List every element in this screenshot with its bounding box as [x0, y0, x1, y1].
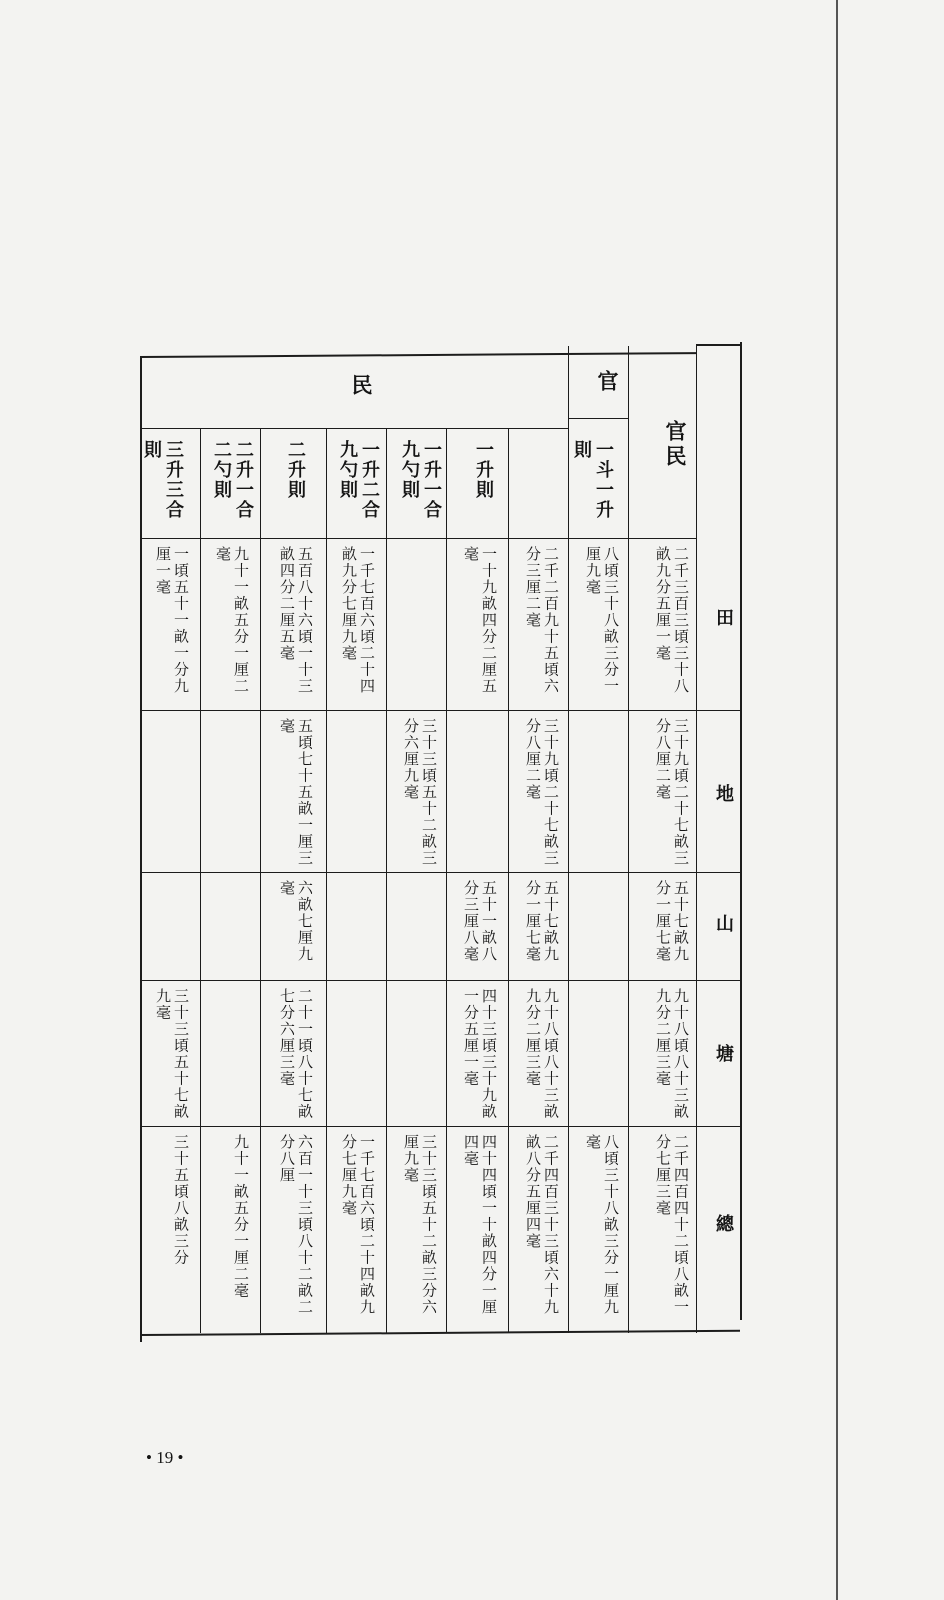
header-guan: 官 — [595, 370, 620, 393]
col-header-2sheng: 二升則 — [285, 440, 306, 500]
col-divider — [386, 428, 387, 1333]
header-divider — [568, 418, 628, 419]
row-divider — [140, 1126, 740, 1127]
cell-1sheng2he9-zong: 一千七百六頃二十四畝九分七厘九毫 — [340, 1134, 376, 1316]
cell-1sheng-shan: 五十一畝八分三厘八毫 — [462, 880, 498, 963]
row-divider — [140, 538, 696, 539]
row-divider — [140, 872, 740, 873]
cell-min-di: 三十九頃二十七畝三分八厘二毫 — [524, 718, 560, 867]
header-guanmin: 官民 — [663, 420, 688, 470]
cell-1sheng-zong: 四十四頃一十畝四分一厘四毫 — [462, 1134, 498, 1316]
col-divider — [628, 346, 629, 1333]
cell-1sheng1he9-di: 三十三頃五十二畝三分六厘九毫 — [402, 718, 438, 867]
row-label-zong: 總 — [713, 1214, 734, 1234]
col-divider — [696, 344, 697, 1333]
col-divider — [508, 428, 509, 1333]
cell-3sheng3he-zong: 三十五頃八畝三分 — [172, 1134, 190, 1266]
col-divider — [568, 346, 569, 1333]
col-divider — [200, 428, 201, 1333]
cell-2sheng-shan: 六畝七厘九毫 — [278, 880, 314, 963]
col-divider — [446, 428, 447, 1333]
cell-2sheng-tian: 五百八十六頃一十三畝四分二厘五毫 — [278, 546, 314, 695]
cell-3sheng3he-tian: 一頃五十一畝一分九厘一毫 — [154, 546, 190, 695]
cell-2sheng-zong: 六百一十三頃八十二畝二分八厘 — [278, 1134, 314, 1316]
cell-guan-tian: 八頃三十八畝三分一厘九毫 — [584, 546, 620, 695]
cell-2sheng-tang: 二十一頃八十七畝七分六厘三毫 — [278, 988, 314, 1120]
cell-min-shan: 五十七畝九分一厘七毫 — [524, 880, 560, 963]
table-border-left — [140, 356, 142, 1342]
cell-min-tang: 九十八頃八十三畝九分二厘三毫 — [524, 988, 560, 1120]
page-edge-rule — [836, 0, 838, 1600]
row-label-di: 地 — [713, 784, 734, 804]
col-header-1sheng: 一升則 — [473, 440, 494, 500]
cell-min-tian: 二千二百九十五頃六分三厘二毫 — [524, 546, 560, 695]
table-border-bottom — [140, 1330, 740, 1336]
cell-guan-zong: 八頃三十八畝三分一厘九毫 — [584, 1134, 620, 1316]
table-border-top-right — [696, 344, 740, 346]
cell-2sheng1he2-tian: 九十一畝五分一厘二毫 — [214, 546, 250, 695]
col-header-2sheng1he2: 二升一合二勺則 — [211, 440, 254, 520]
cell-guanmin-zong: 二千四百四十二頃八畝一分七厘三毫 — [654, 1134, 690, 1316]
cell-2sheng-di: 五頃七十五畝一厘三毫 — [278, 718, 314, 867]
row-divider — [140, 980, 740, 981]
row-label-tang: 塘 — [713, 1044, 734, 1064]
col-header-1sheng2he9: 一升二合九勺則 — [337, 440, 380, 520]
header-min: 民 — [349, 374, 374, 397]
cell-guanmin-shan: 五十七畝九分一厘七毫 — [654, 880, 690, 963]
col-header-1sheng1he9: 一升一合九勺則 — [399, 440, 442, 520]
header-divider — [140, 428, 568, 429]
row-label-tian: 田 — [713, 608, 734, 628]
cell-guanmin-di: 三十九頃二十七畝三分八厘二毫 — [654, 718, 690, 867]
page-number: • 19 • — [146, 1448, 184, 1467]
cell-1sheng1he9-zong: 三十三頃五十二畝三分六厘九毫 — [402, 1134, 438, 1316]
cell-3sheng3he-tang: 三十三頃五十七畝九毫 — [154, 988, 190, 1120]
cell-guanmin-tian: 二千三百三頃三十八畝九分五厘一毫 — [654, 546, 690, 695]
cell-min-zong: 二千四百三十三頃六十九畝八分五厘四毫 — [524, 1134, 560, 1316]
row-divider — [140, 710, 740, 711]
col-divider — [326, 428, 327, 1333]
table-border-top — [140, 352, 696, 357]
cell-1sheng-tang: 四十三頃三十九畝一分五厘一毫 — [462, 988, 498, 1120]
col-header-guan-1dou1sheng: 一斗一升則 — [571, 440, 614, 520]
land-ledger-table — [140, 342, 752, 1342]
col-header-3sheng3he: 三升三合則 — [141, 440, 184, 520]
cell-guanmin-tang: 九十八頃八十三畝九分二厘三毫 — [654, 988, 690, 1120]
cell-1sheng2he9-tian: 一千七百六頃二十四畝九分七厘九毫 — [340, 546, 376, 695]
col-divider — [260, 428, 261, 1333]
table-border-right — [740, 342, 742, 1320]
cell-1sheng-tian: 一十九畝四分二厘五毫 — [462, 546, 498, 695]
row-label-shan: 山 — [713, 914, 734, 934]
cell-2sheng1he2-zong: 九十一畝五分一厘二毫 — [232, 1134, 250, 1299]
